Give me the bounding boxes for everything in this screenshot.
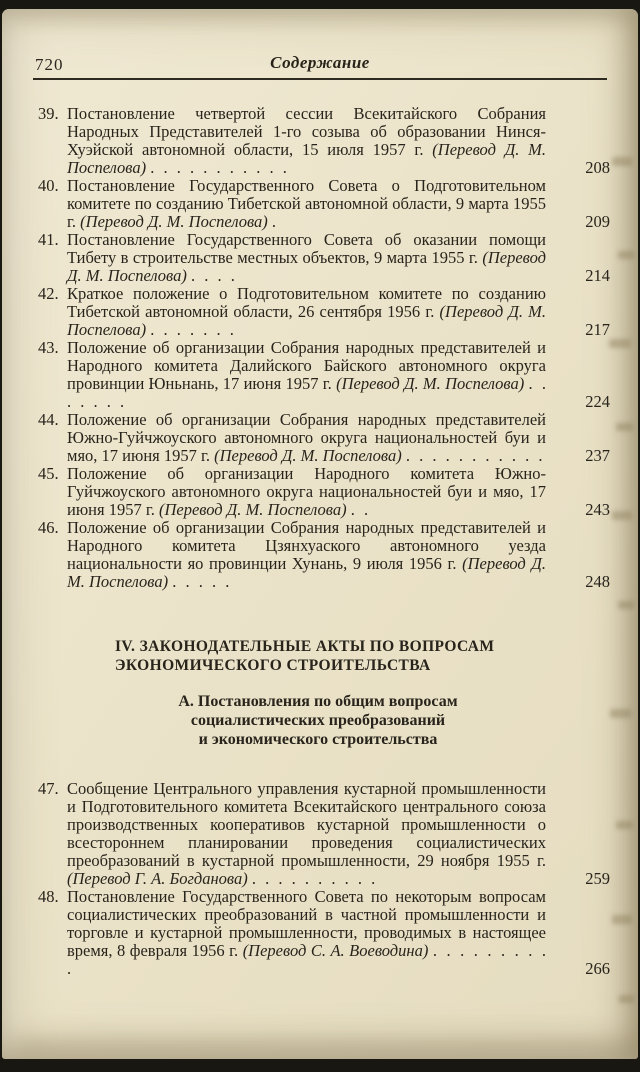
entry-title: Краткое положение о Подготовительном комитете по созданию Тибетской автономной области, 26 сентября 1956 г. (67, 284, 546, 321)
header-rule (33, 78, 607, 80)
entry-page-number: 243 (585, 500, 610, 519)
bleed-through-mark (616, 423, 633, 431)
section-heading-line1: IV. ЗАКОНОДАТЕЛЬНЫЕ АКТЫ ПО ВОПРОСАМ (115, 638, 495, 655)
subsection-heading-line2: социалистических преобразований (190, 712, 446, 729)
entry-title: Сообщение Центрального управления кустарной промышленности и Подготовительного комитета Всекитайского центрального союза производственных кооперативов кустарной промышленности о всестороннем планировании проведения социалистических преобразований в кустарной промышленности, 29 ноября 1955 г. (67, 779, 546, 870)
dot-leader: . . . . . . . . . . (67, 941, 547, 978)
entry-number: 46. (38, 518, 59, 537)
bleed-through-mark (612, 157, 632, 166)
subsection-heading (38, 692, 598, 749)
entry-page-number: 214 (585, 266, 610, 285)
bleed-through-mark (619, 995, 634, 1003)
toc-entry (38, 464, 610, 519)
scanned-book-page (2, 9, 638, 1059)
entry-translator: (Перевод Д. М. Поспелова) (67, 302, 547, 339)
entry-title: Постановление четвертой сессии Всекитайского Собрания Народных Представителей 1-го созыва об образовании Нинся-Хуэйской автономной области, 15 июля 1957 г. (67, 104, 546, 159)
toc-entry (38, 104, 610, 177)
entry-number: 40. (38, 176, 59, 195)
entry-translator: (Перевод Д. М. Поспелова) (67, 248, 546, 285)
entry-title: Постановление Государственного Совета по некоторым вопросам социалистических преобразований в частной промышленности и торговле и кустарной промышленности, проводимых в настоящее время, 8 февраля 1956 г. (67, 887, 546, 960)
toc-section-economic (38, 779, 610, 978)
entry-page-number: 224 (585, 392, 610, 411)
dot-leader: . . . . (190, 266, 235, 285)
entry-title: Положение об организации Собрания народных представителей и Народного комитета Цзянхуаского автономного уезда национальности яо провинции Хунань, 9 июля 1956 г. (67, 518, 546, 573)
toc-entry (38, 176, 610, 231)
page-number-folio: 720 (35, 55, 64, 74)
entry-translator: (Перевод Д. М. Поспелова) (67, 140, 547, 177)
bleed-through-mark (616, 821, 633, 829)
entry-number: 43. (38, 338, 59, 357)
toc-entry (38, 779, 610, 888)
entry-number: 44. (38, 410, 59, 429)
entry-number: 39. (38, 104, 59, 123)
toc-entry (38, 284, 610, 339)
entry-translator: (Перевод С. А. Воеводина) (242, 941, 429, 960)
subsection-heading-line3: и экономического строительства (198, 731, 438, 748)
toc-entry (38, 410, 610, 465)
bleed-through-mark (609, 339, 631, 348)
dot-leader: . (271, 212, 277, 231)
section-heading (115, 637, 598, 675)
bleed-through-mark (612, 511, 632, 520)
dot-leader: . . . . . . . . . . . (405, 446, 543, 465)
bleed-through-mark (610, 709, 631, 718)
entry-title: Положение об организации Собрания народных представителей Южно-Гуйчжоуского автономного округа национальностей буи и мяо, 17 июня 1957 г. (67, 410, 546, 465)
subsection-heading-line1: А. Постановления по общим вопросам (178, 693, 458, 710)
table-of-contents (38, 104, 610, 978)
dot-leader: . . . . . . . . . . (251, 869, 376, 888)
entry-translator: (Перевод Д. М. Поспелова) (67, 554, 546, 591)
entry-page-number: 266 (585, 959, 610, 978)
entry-title: Положение об организации Народного комитета Южно-Гуйчжоуского автономного округа национальностей буи и мяо, 17 июня 1957 г. (67, 464, 546, 519)
entry-number: 45. (38, 464, 59, 483)
entry-number: 48. (38, 887, 59, 906)
entry-translator: (Перевод Д. М. Поспелова) (214, 446, 402, 465)
bleed-through-mark (612, 915, 632, 924)
entry-number: 42. (38, 284, 59, 303)
entry-title: Положение об организации Собрания народных представителей и Народного комитета Далийского Байского автономного округа провинции Юньнань, 17 июня 1957 г. (67, 338, 546, 393)
entry-page-number: 237 (585, 446, 610, 465)
toc-entry (38, 887, 610, 978)
entry-translator: (Перевод Д. М. Поспелова) (336, 374, 525, 393)
entry-page-number: 209 (585, 212, 610, 231)
toc-entry (38, 230, 610, 285)
dot-leader: . . . . . (172, 572, 230, 591)
dot-leader: . . . . . . . (67, 374, 547, 411)
entry-translator: (Перевод Д. М. Поспелова) (80, 212, 268, 231)
toc-entry (38, 338, 610, 411)
bleed-through-mark (618, 601, 634, 609)
entry-page-number: 259 (585, 869, 610, 888)
running-title: Содержание (270, 53, 370, 72)
page-header (35, 53, 605, 81)
bleed-through-mark (618, 251, 634, 259)
entry-translator: (Перевод Г. А. Богданова) (67, 869, 248, 888)
entry-page-number: 208 (585, 158, 610, 177)
entry-title: Постановление Государственного Совета об оказании помощи Тибету в строительстве местных объектов, 9 марта 1955 г. (67, 230, 546, 267)
entry-translator: (Перевод Д. М. Поспелова) (158, 500, 347, 519)
toc-entry (38, 518, 610, 591)
dot-leader: . . . . . . . . . . . (150, 158, 287, 177)
entry-number: 41. (38, 230, 59, 249)
entry-page-number: 248 (585, 572, 610, 591)
dot-leader: . . . . . . . (150, 320, 234, 339)
dot-leader: . . (350, 500, 369, 519)
section-heading-line2: ЭКОНОМИЧЕСКОГО СТРОИТЕЛЬСТВА (115, 657, 431, 674)
entry-page-number: 217 (585, 320, 610, 339)
entry-title: Постановление Государственного Совета о Подготовительном комитете по созданию Тибетской автономной области, 9 марта 1955 г. (67, 176, 546, 231)
entry-number: 47. (38, 779, 59, 798)
